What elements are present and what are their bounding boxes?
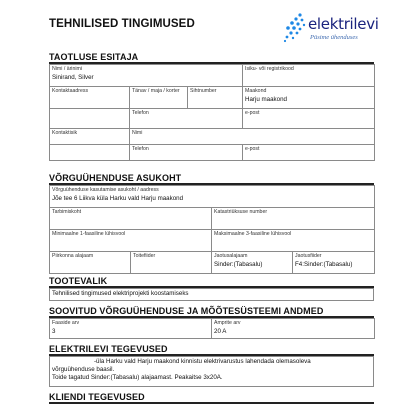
dist-feeder-cell [293,252,375,274]
connection-heading: SOOVITUD VÕRGUÜHENDUSE JA MÕÕTESÜSTEEMI ANDMED [49,306,324,316]
actions-line-2: võrguühenduse baasil. [52,365,115,373]
client-actions-rule [49,402,374,404]
feeder-label: Toitefiider [133,253,156,259]
contact-person-cell [50,129,130,145]
dist-station-cell [212,252,293,274]
applicant-regcode-label: Isiku- või registrikood [245,66,294,72]
phone-cell [130,109,243,129]
dist-feeder-value: F4:Sinder:(Tabasalu) [295,260,353,268]
amperage-value: 20 A [214,327,227,335]
dist-station-value: Sinder:(Tabasalu) [214,260,263,268]
dist-feeder-label: Jaotusfiider [295,253,322,259]
contact-name-label: Nimi [132,130,143,136]
county-value: Harju maakond [245,95,287,103]
location-table [49,185,375,274]
max-voltage-cell [212,230,375,252]
location-heading: VÕRGUÜHENDUSE ASUKOHT [49,173,182,183]
logo-wordmark: elektrilevi [308,15,379,33]
applicant-table [49,64,375,161]
email-cell [243,109,375,129]
amperage-cell [212,319,375,339]
location-address-value: Jõe tee 6 Liikva küla Harku vald Harju maakond [52,194,184,202]
county-cell [243,87,375,109]
min-voltage-label: Minimaalne 1-faasiline lühisvool [52,231,126,237]
phone-label: Telefon [132,110,149,116]
applicant-regcode-cell [243,65,375,87]
logo-mark-icon [282,12,308,44]
min-voltage-cell [50,230,212,252]
actions-line-3: Toide tagatud Sinder:(Tabasalu) alajaamast. Peakaitse 3x20A. [52,373,223,381]
actions-line-1: -üla Harku vald Harju maakond kinnistu elektrivarustus lahendada olemasoleva [94,358,311,365]
contact-phone-label: Telefon [132,146,149,152]
cadastre-cell [212,208,375,230]
product-heading: TOOTEVALIK [49,276,108,286]
applicant-heading: TAOTLUSE ESITAJA [49,52,139,62]
cadastre-label: Katastriüksuse number [214,209,268,215]
contact-email-label: e-post [245,146,260,152]
contact-address-label: Kontaktaadress [52,88,89,94]
actions-cell [50,357,374,387]
area-station-cell [50,252,131,274]
postcode-cell [188,87,243,109]
contact-person-spacer [50,145,130,161]
location-address-label: Võrguühenduse kasutamise asukoht / aadress [52,187,159,193]
contact-email-cell [243,145,375,161]
county-label: Maakond [245,88,267,94]
applicant-name-label: Nimi / ärinimi [52,66,82,72]
street-cell [130,87,188,109]
property-cell [50,208,212,230]
applicant-name-value: Sinirand, Silver [52,73,94,81]
elektrilevi-logo [282,10,379,48]
applicant-name-cell [50,65,243,87]
feeder-cell [131,252,212,274]
location-address-cell [50,186,375,208]
max-voltage-label: Maksimaalne 3-faasiline lühisvool [214,231,292,237]
actions-heading: ELEKTRILEVI TEGEVUSED [49,344,168,354]
street-label: Tänav / maja / korter [132,88,180,94]
amperage-label: Amprite arv [214,320,241,326]
dist-station-label: Jaotusalajaam [214,253,248,259]
logo-tagline: Püsime ühenduses [310,34,358,41]
contact-address-spacer [50,109,130,129]
product-table [49,288,374,301]
product-value: Tehnilised tingimused elektriprojekti koostamiseks [52,290,189,297]
contact-name-cell [130,129,375,145]
contact-person-label: Kontaktisik [52,130,78,136]
contact-phone-cell [130,145,243,161]
phases-value: 3 [52,327,56,335]
email-label: e-post [245,110,260,116]
phases-cell [50,319,212,339]
document-title: TEHNILISED TINGIMUSED [49,18,195,30]
connection-table [49,318,375,339]
postcode-label: Sihtnumber [190,88,217,94]
contact-address-cell [50,87,130,109]
area-station-label: Piirkonna alajaam [52,253,94,259]
property-label: Tarbimiskoht [52,209,82,215]
product-cell [50,289,374,301]
actions-table [49,356,374,387]
client-actions-heading: KLIENDI TEGEVUSED [49,392,145,402]
phases-label: Faaside arv [52,320,80,326]
